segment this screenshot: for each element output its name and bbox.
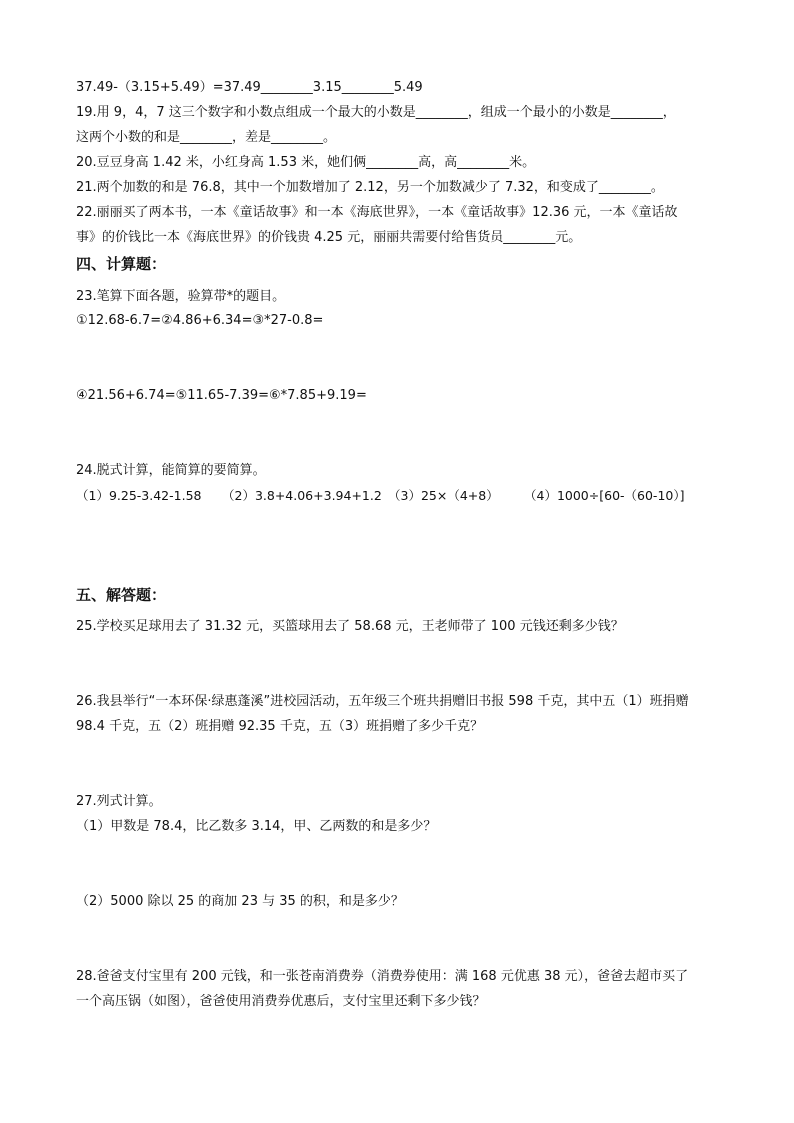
question-27-title: 27.列式计算。 [76,794,162,809]
question-24-item-4: （4）1000÷[60-（60-10）] [524,488,685,503]
question-19-line-1: 19.用 9，4，7 这三个数字和小数点组成一个最大的小数是________，组成一个最小的小数是________， [76,105,676,120]
question-27-part-1: （1）甲数是 78.4，比乙数多 3.14，甲、乙两数的和是多少？ [76,819,437,834]
section-5-heading: 五、解答题： [76,586,167,604]
question-23-row-1: ①12.68-6.7=②4.86+6.34=③*27-0.8= [76,313,324,328]
question-24-item-2: （2）3.8+4.06+3.94+1.2 [222,488,382,503]
question-20: 20.豆豆身高 1.42 米，小红身高 1.53 米，她们俩________高，高________米。 [76,155,536,170]
question-27-part-2: （2）5000 除以 25 的商加 23 与 35 的积，和是多少？ [76,894,404,909]
question-23-row-2: ④21.56+6.74=⑤11.65-7.39=⑥*7.85+9.19= [76,388,367,403]
question-18-line: 37.49-（3.15+5.49）=37.49________3.15________5.49 [76,80,423,95]
question-22-line-2: 事》的价钱比一本《海底世界》的价钱贵 4.25 元，丽丽共需要付给售货员________元。 [76,230,582,245]
question-26-line-2: 98.4 千克，五（2）班捐赠 92.35 千克，五（3）班捐赠了多少千克？ [76,719,484,734]
question-22-line-1: 22.丽丽买了两本书，一本《童话故事》和一本《海底世界》，一本《童话故事》12.36 元，一本《童话故 [76,205,678,220]
question-19-line-2: 这两个小数的和是________，差是________。 [76,130,337,145]
question-26-line-1: 26.我县举行“一本环保·绿惠蓬溪”进校园活动，五年级三个班共捐赠旧书报 598 千克，其中五（1）班捐赠 [76,694,689,709]
section-4-heading: 四、计算题： [76,255,167,273]
question-24-item-1: （1）9.25-3.42-1.58 [76,488,202,503]
question-21: 21.两个加数的和是 76.8，其中一个加数增加了 2.12，另一个加数减少了 7.32，和变成了________。 [76,180,664,195]
question-25: 25.学校买足球用去了 31.32 元，买篮球用去了 58.68 元，王老师带了 100 元钱还剩多少钱？ [76,619,624,634]
question-23-title: 23.笔算下面各题，验算带*的题目。 [76,289,286,304]
question-24-title: 24.脱式计算，能简算的要简算。 [76,463,266,478]
question-28-line-1: 28.爸爸支付宝里有 200 元钱，和一张苍南消费券（消费券使用：满 168 元优惠 38 元），爸爸去超市买了 [76,969,689,984]
question-24-item-3: （3）25×（4+8） [388,488,499,503]
question-28-line-2: 一个高压锅（如图），爸爸使用消费券优惠后，支付宝里还剩下多少钱？ [76,994,486,1009]
